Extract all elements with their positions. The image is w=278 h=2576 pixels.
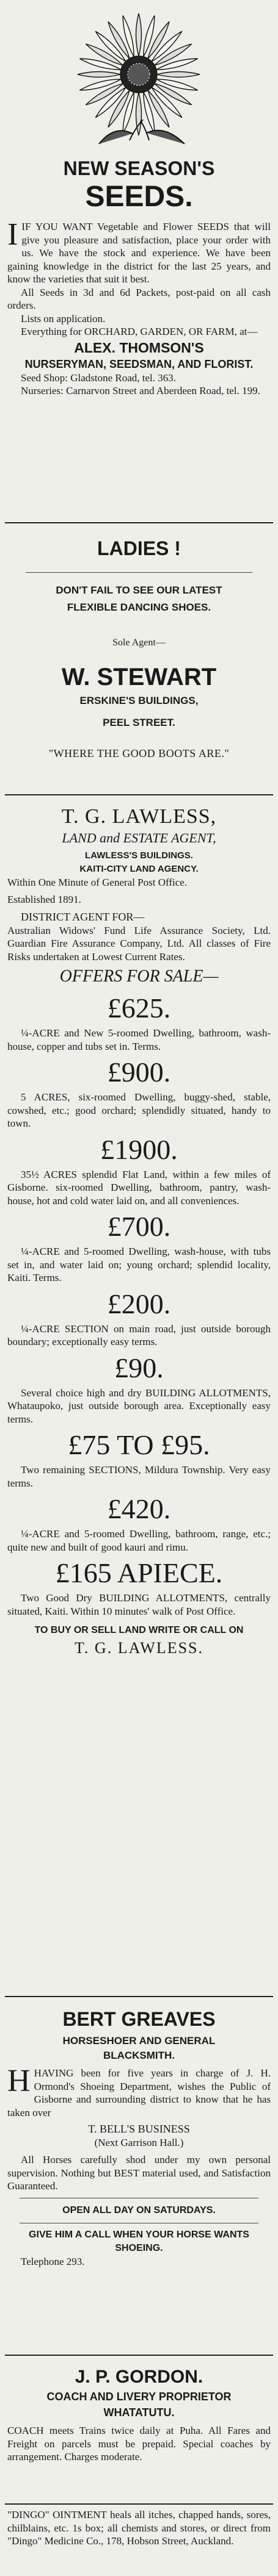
divider [5,522,273,523]
greaves-trade2: BLACKSMITH. [103,2050,175,2061]
stewart-advertisement [7,534,271,762]
greaves-phone: Telephone 293. [21,2255,85,2267]
lawless-location: Within One Minute of General Post Office. [7,877,188,888]
listing-price: £900. [107,1057,171,1088]
flower-petal [136,13,142,56]
seeds-title: SEEDS. [85,181,193,213]
lawless-established: Established 1891. [7,893,81,905]
gordon-advertisement [7,2366,271,2464]
greaves-business: T. BELL'S BUSINESS [88,2123,190,2135]
seeds-body: IIF YOU WANT Vegetable and Flower SEEDS that will give you pleasure and satisfaction, place your order with us. We have the stock and experience. We have been gaining knowledge in the district for the last 25 years, and know the varieties that suit it best. [7,217,271,285]
greaves-trade1: HORSESHOER AND GENERAL [62,2035,216,2047]
drop-cap: I [7,217,18,252]
listing-price: £200. [107,1288,171,1319]
listing-price: £700. [107,1211,171,1242]
listing-description: Several choice high and dry BUILDING ALLOTMENTS, Whataupoko, just outside borough area. Exceptionally easy terms. [7,1387,271,1425]
flower-petal [157,72,200,77]
listing-description: ¼-ACRE and 5-roomed Dwelling, wash-house, with tubs set in, and water laid on; young orchard; splendid locality, Kaiti. Terms. [7,1246,271,1283]
dingo-text: "DINGO" OINTMENT heals all itches, chapped hands, sores, chilblains, etc. 1s box; all chemists and stores, or direct from "Dingo" Medicine Co., 178, Hobson Street, Auckland. [7,2509,271,2547]
listing-description: Two Good Dry BUILDING ALLOTMENTS, centrally situated, Kaiti. Within 10 minutes' walk of Post Office. [7,1592,271,1617]
listing-price: £165 APIECE. [55,1557,223,1588]
lawless-trade: LAND and ESTATE AGENT, [62,830,216,845]
lawless-district: DISTRICT AGENT FOR— [21,911,145,923]
flower-petal [136,93,142,135]
dingo-advertisement [7,2508,271,2548]
seeds-headline: NEW SEASON'S [63,157,215,179]
seeds-price-note: All Seeds in 3d and 6d Packets, post-paid on all cash orders. [7,286,271,311]
divider [5,2355,273,2356]
lawless-advertisement [7,804,271,1659]
stewart-street: PEEL STREET. [103,717,175,728]
greaves-near: (Next Garrison Hall.) [94,2137,184,2148]
offers-heading: OFFERS FOR SALE— [59,967,219,986]
seeds-merchant-name: ALEX. THOMSON'S [74,339,204,356]
gordon-town: WHATATUTU. [103,2406,175,2419]
listing-description: ¼-ACRE SECTION on main road, just outside borough boundary; exceptionally easy terms. [7,1322,271,1347]
gordon-trade: COACH AND LIVERY PROPRIETOR [46,2391,232,2403]
divider [26,572,252,573]
lawless-footer2: T. G. LAWLESS. [74,1639,204,1657]
listing-description: ¼-ACRE and 5-roomed Dwelling, bathroom, range, etc.; quite new and built of good kauri and rimu. [7,1528,271,1553]
gordon-name: J. P. GORDON. [75,2367,203,2387]
divider [5,794,273,795]
seeds-lists: Lists on application. [21,312,106,325]
greaves-call: GIVE HIM A CALL WHEN YOUR HORSE WANTS SHOEING. [29,2229,249,2253]
gordon-body: COACH meets Trains twice daily at Puha. All Fares and Freight on parcels must be prepaid. Special coaches by arrangement. Charges moderate. [7,2425,271,2463]
greaves-advertisement [7,2007,271,2268]
stewart-line1: DON'T FAIL TO SEE OUR LATEST [56,584,222,596]
ladies-heading: LADIES ! [97,537,181,559]
listing-price: £90. [114,1352,164,1383]
seeds-shop: Seed Shop: Gladstone Road, tel. 363. [21,371,177,384]
stewart-slogan: "WHERE THE GOOD BOOTS ARE." [48,747,230,759]
listing-list [7,991,271,1618]
lawless-agency: KAITI-CITY LAND AGENCY. [79,864,199,874]
listing-description: ¼-ACRE and New 5-roomed Dwelling, bathroom, wash-house, copper and tubs set in. Terms. [7,1027,271,1052]
listing-description: Two remaining SECTIONS, Mildura Township. Very easy terms. [7,1464,271,1489]
flower-petal [78,72,120,77]
lawless-building: LAWLESS'S BUILDINGS. [85,850,193,861]
seeds-nurseries: Nurseries: Carnarvon Street and Aberdeen Road, tel. 199. [21,385,260,396]
lawless-insurers: Australian Widows' Fund Life Assurance Society, Ltd. Guardian Fire Assurance Company, Ltd. All classes of Fire Risks undertaken at Lowest Current Rates. [7,924,271,963]
greaves-body: HHAVING been for five years in charge of J. H. Ormond's Shoeing Department, wishes the Public of Gisborne and surrounding district to know that he has taken over [7,2064,271,2119]
listing-description: 5 ACRES, six-roomed Dwelling, buggy-shed, stable, cowshed, etc.; good orchard; splendidly situated, handy to town. [7,1091,271,1129]
sole-agent: Sole Agent— [112,637,166,648]
stewart-building: ERSKINE'S BUILDINGS, [79,695,199,706]
stewart-name: W. STEWART [61,664,217,691]
seeds-merchant-trade: NURSERYMAN, SEEDSMAN, AND FLORIST. [24,357,254,370]
listing-price: £420. [107,1493,171,1524]
greaves-saturdays: OPEN ALL DAY ON SATURDAYS. [62,2205,216,2215]
lawless-footer1: TO BUY OR SELL LAND WRITE OR CALL ON [34,1625,244,1635]
flower-illustration [7,2,271,149]
seeds-advertisement [7,2,271,398]
listing-price: £625. [107,992,171,1024]
drop-cap: H [7,2064,31,2098]
lawless-name: T. G. LAWLESS, [61,805,217,828]
listing-description: 35½ ACRES splendid Flat Land, within a few miles of Gisborne. six-roomed Dwelling, bathroom, pantry, wash-house, hot and cold water laid on, and all conveniences. [7,1168,271,1207]
listing-price: £1900. [100,1133,178,1165]
seeds-everything: Everything for ORCHARD, GARDEN, OR FARM, at— [21,326,258,337]
divider [5,1996,273,1997]
greaves-body2: All Horses carefully shod under my own personal supervision. Nothing but BEST material used, and Satisfaction Guaranteed. [7,2154,271,2192]
stewart-line2: FLEXIBLE DANCING SHOES. [67,601,211,613]
greaves-name: BERT GREAVES [62,2008,216,2030]
divider [5,2503,273,2505]
listing-price: £75 TO £95. [68,1429,210,1460]
